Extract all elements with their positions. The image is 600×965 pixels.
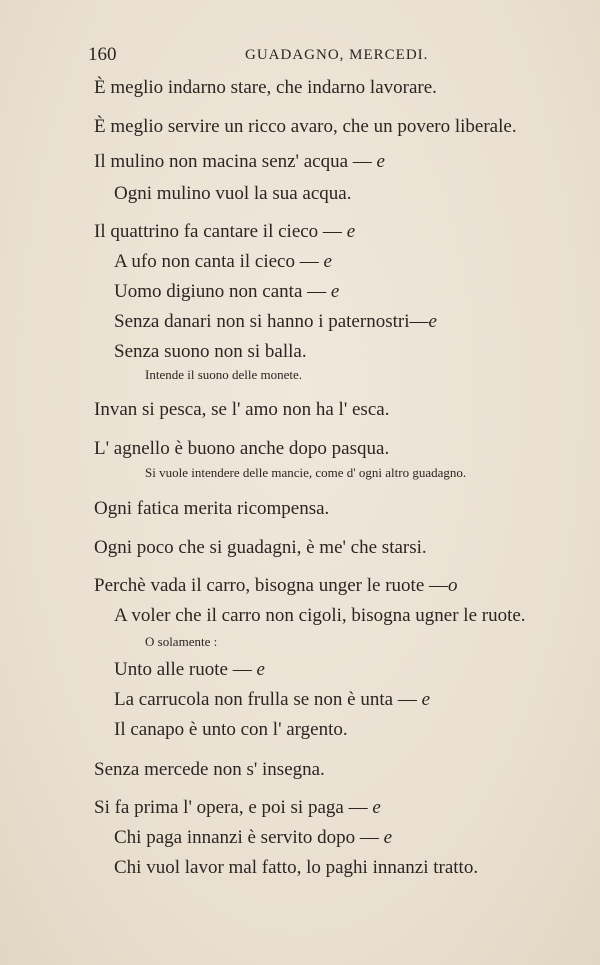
proverb-line [114,659,265,681]
proverb-text: Si fa prima l' opera, e poi si paga — [94,797,368,818]
proverb-text: La carrucola non frulla se non è unta — [114,689,417,710]
proverb-line: Ogni poco che si guadagni, è me' che starsi. [94,537,427,558]
proverb-line: Il canapo è unto con l' argento. [114,719,348,740]
conjunction-mark: e [346,221,356,242]
proverb-line [114,311,437,333]
proverb-line: Senza suono non si balla. [114,341,307,362]
proverb-line [114,251,332,273]
conjunction-mark: e [330,281,340,302]
proverb-text: A ufo non canta il cieco — [114,251,319,272]
proverb-line: È meglio servire un ricco avaro, che un povero liberale. [94,116,517,137]
conjunction-mark: e [428,311,437,332]
conjunction-mark: e [421,689,431,710]
proverb-text: Il quattrino fa cantare il cieco — [94,221,342,242]
proverb-text: Perchè vada il carro, bisogna unger le ruote — [94,575,449,596]
proverb-line: Chi vuol lavor mal fatto, lo paghi innanzi tratto. [114,857,479,878]
proverb-line: Ogni mulino vuol la sua acqua. [114,183,352,204]
proverb-line: Senza mercede non s' insegna. [94,759,325,780]
conjunction-mark: e [256,659,265,680]
proverb-line: Invan si pesca, se l' amo non ha l' esca. [94,399,390,420]
proverb-line [94,151,385,173]
page-number: 160 [88,44,117,65]
conjunction-mark: e [383,827,393,848]
proverb-line [114,689,430,711]
proverb-text: Il mulino non macina senz' acqua — [94,151,372,172]
proverb-text: Uomo digiuno non canta — [114,281,327,302]
proverb-line: Ogni fatica merita ricompensa. [94,498,330,519]
proverb-text: Unto alle ruote — [114,659,252,680]
proverb-line [114,827,392,849]
conjunction-mark: e [323,251,332,272]
conjunction-mark: e [372,797,381,818]
conjunction-mark: o [448,575,458,596]
proverb-line: A voler che il carro non cigoli, bisogna ugner le ruote. [114,605,526,626]
conjunction-mark: e [376,151,385,172]
proverb-line [94,797,381,819]
proverb-text: Senza danari non si hanno i paternostri— [114,311,429,332]
annotation-note: Intende il suono delle monete. [145,367,303,382]
proverb-line: L' agnello è buono anche dopo pasqua. [94,438,390,459]
proverb-line [94,575,458,597]
proverb-line: È meglio indarno stare, che indarno lavorare. [94,77,437,98]
running-title: GUADAGNO, MERCEDI. [245,47,429,63]
proverb-line [114,281,339,303]
annotation-note: O solamente : [145,634,218,649]
proverb-text: Chi paga innanzi è servito dopo — [114,827,379,848]
proverb-line [94,221,355,243]
annotation-note: Si vuole intendere delle mancie, come d' ogni altro guadagno. [145,465,467,480]
